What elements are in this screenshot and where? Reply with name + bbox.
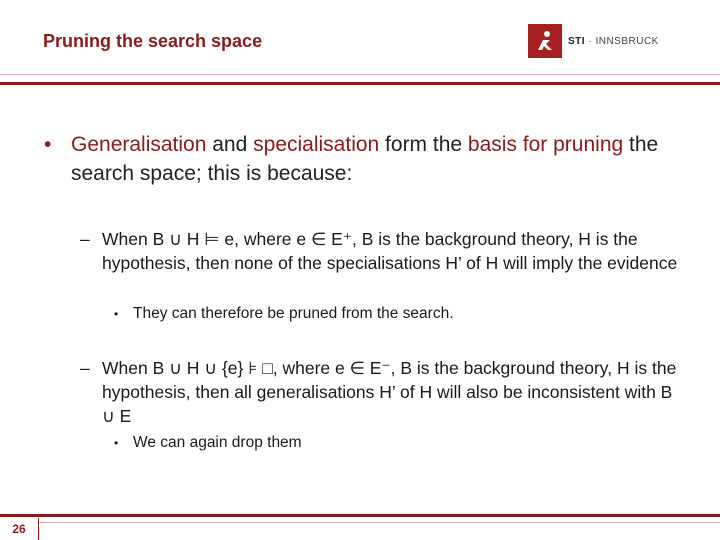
logo-mark-icon [528,24,562,58]
sub-sub-bullet-prune [114,304,674,324]
text-fragment: form the [379,133,468,156]
dash-marker: – [80,229,90,249]
footer-divider [0,514,720,517]
sub-sub-bullet-text: They can therefore be pruned from the search. [133,305,454,322]
slide-title: Pruning the search space [43,31,263,51]
header-divider-thin [0,74,720,75]
sub-bullet-generalisation [80,356,680,428]
text-fragment: and [206,133,254,156]
dash-marker: – [80,358,90,378]
sti-innsbruck-logo [528,24,659,58]
sub-bullet-text: When B ∪ H ⊨ e, where e ∈ E⁺, B is the background theory, H is the hypothesis, then none of the specialisations H’ of H will imply the evidence [102,229,678,273]
main-bullet-text [71,130,664,188]
bullet-marker: • [114,307,119,321]
logo-separator: · [585,35,596,47]
sub-sub-bullet-drop [114,433,674,453]
footer-divider-thin [0,522,720,523]
main-bullet [44,130,664,188]
sub-sub-bullet-text: We can again drop them [133,434,302,451]
bullet-marker: • [44,133,52,156]
term-specialisation: specialisation [253,133,380,156]
bullet-marker: • [114,436,119,450]
sub-bullet-text: When B ∪ H ∪ {e} ⊧ □, where e ∈ E⁻, B is the background theory, H is the hypothesis, then all generalisations H’ of H will also be inconsistent with B ∪ E [102,358,677,426]
logo-brand: STI [568,35,586,47]
header-divider [0,82,720,85]
sub-bullet-specialisation [80,227,680,275]
logo-place: INNSBRUCK [595,35,659,47]
term-basis-for-pruning: basis for pruning [467,133,624,156]
term-generalisation: Generalisation [71,133,207,156]
text-fragment: the search space; this is because: [71,133,659,185]
page-number: 26 [0,518,39,540]
logo-text [568,36,659,47]
